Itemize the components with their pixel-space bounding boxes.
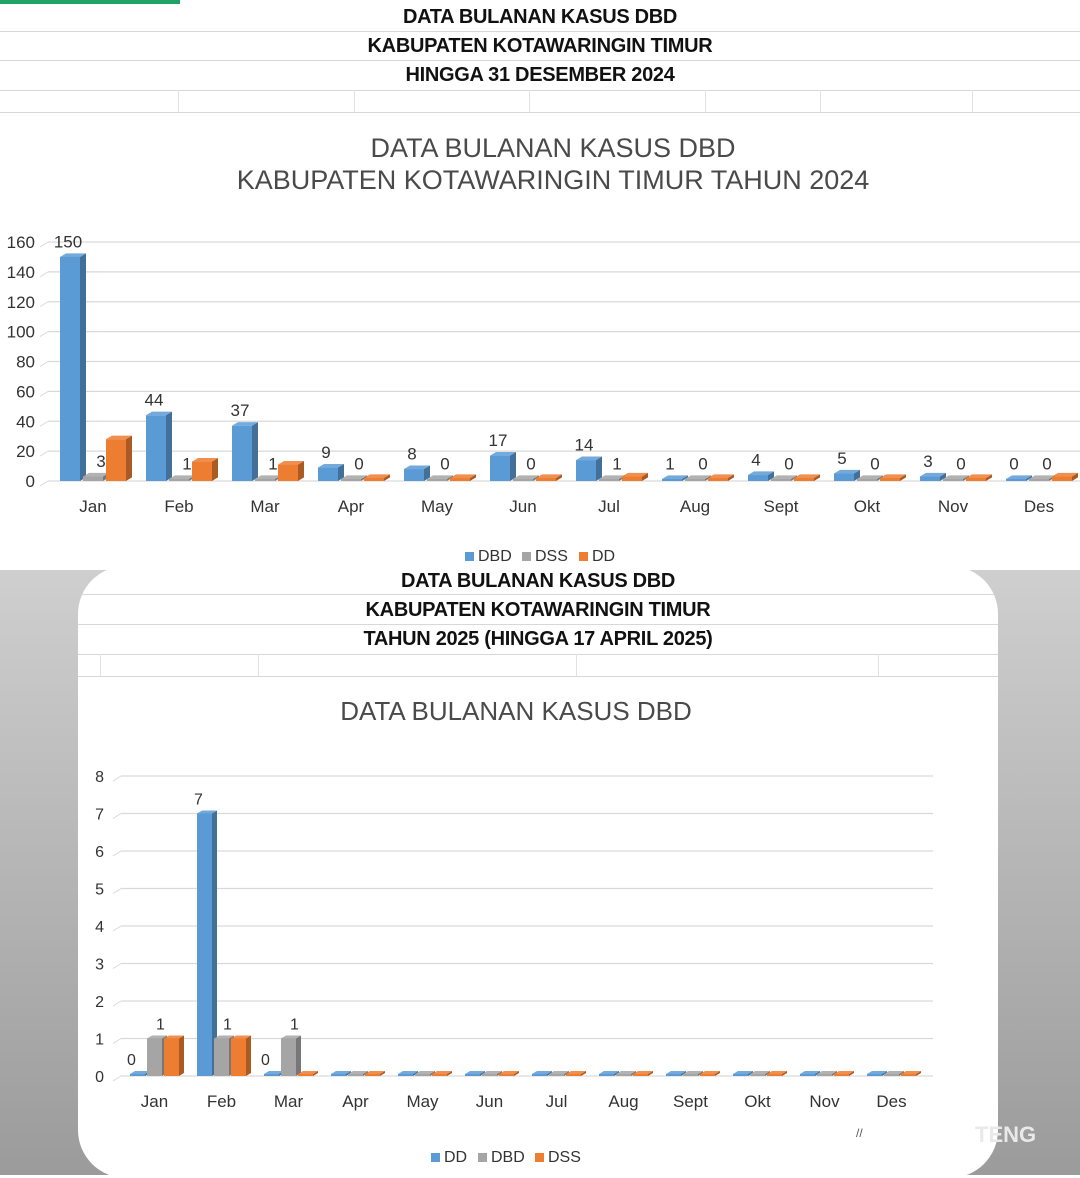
bar-side — [179, 1036, 184, 1077]
data-label: 7 — [194, 791, 203, 809]
bar — [884, 1074, 899, 1076]
x-tick-label: Aug — [679, 497, 711, 516]
y-tick-label: 60 — [16, 382, 35, 402]
bar — [348, 1074, 363, 1076]
data-label: 44 — [144, 390, 164, 410]
legend-label: DD — [592, 548, 616, 565]
chart1-title-line-1: DATA BULANAN KASUS DBD — [370, 133, 736, 163]
x-tick-label: Mar — [273, 1092, 304, 1111]
bar — [465, 1074, 480, 1076]
bar — [750, 1074, 765, 1076]
data-label: 1 — [612, 454, 622, 474]
y-tick-label: 140 — [6, 262, 35, 282]
x-tick-label: Jan — [140, 1092, 169, 1111]
bar — [214, 1039, 229, 1077]
x-tick-label: Okt — [744, 1092, 771, 1111]
bar — [398, 1074, 413, 1076]
x-tick-label: Des — [876, 1092, 907, 1111]
x-tick-label: Jan — [79, 497, 107, 516]
data-label: 1 — [223, 1016, 232, 1034]
y-tick-label: 6 — [95, 844, 104, 861]
y-tick-label: 80 — [16, 352, 35, 372]
x-tick-label: Feb — [164, 497, 194, 516]
bar — [231, 1039, 246, 1077]
bar — [298, 1074, 313, 1076]
data-label: 0 — [1009, 454, 1019, 474]
y-tick-label: 2 — [95, 994, 104, 1011]
data-label: 0 — [870, 454, 880, 474]
top-header-line-2: KABUPATEN KOTAWARINGIN TIMUR — [367, 35, 713, 57]
bottom-header-line-1: DATA BULANAN KASUS DBD — [400, 570, 676, 592]
y-tick-label: 3 — [95, 956, 104, 974]
data-label: 1 — [182, 454, 192, 474]
bar — [733, 1074, 748, 1076]
bar — [834, 1074, 849, 1076]
y-tick-label: 7 — [95, 806, 104, 824]
legend-swatch — [431, 1153, 440, 1162]
data-label: 8 — [407, 444, 417, 464]
y-tick-label: 0 — [95, 1069, 104, 1086]
data-label: 9 — [321, 442, 331, 462]
bar-side — [212, 811, 217, 1077]
bar — [901, 1074, 916, 1076]
y-tick-label: 5 — [95, 881, 104, 899]
data-label: 1 — [156, 1016, 165, 1034]
gridline-depth — [113, 964, 121, 969]
data-label: 0 — [526, 454, 536, 474]
x-tick-label: Apr — [337, 497, 365, 516]
y-tick-label: 20 — [16, 442, 35, 462]
bar — [164, 1039, 179, 1077]
bar — [532, 1074, 547, 1076]
data-label: 0 — [261, 1052, 270, 1069]
x-tick-label: Sept — [763, 497, 799, 516]
gridline-depth — [113, 889, 121, 894]
bar — [599, 1074, 614, 1076]
bar — [616, 1074, 631, 1076]
bar — [482, 1074, 497, 1076]
bar — [633, 1074, 648, 1076]
x-tick-label: Jul — [545, 1092, 568, 1111]
y-tick-label: 160 — [6, 233, 35, 252]
x-tick-label: Nov — [937, 497, 969, 516]
y-tick-label: 100 — [6, 322, 35, 342]
data-label: 0 — [1042, 454, 1052, 474]
data-label: 150 — [53, 232, 83, 252]
legend-label: DSS — [535, 548, 568, 565]
legend-swatch — [478, 1153, 487, 1162]
y-tick-label: 8 — [95, 769, 104, 786]
data-label: 1 — [268, 454, 278, 474]
x-tick-label: Jun — [509, 497, 537, 516]
y-tick-label: 40 — [16, 412, 35, 432]
chart1-title-line-2: KABUPATEN KOTAWARINGIN TIMUR TAHUN 2024 — [236, 165, 870, 195]
y-tick-label: 0 — [25, 472, 35, 491]
x-tick-label: Sept — [673, 1092, 708, 1111]
x-tick-label: Jun — [475, 1092, 504, 1111]
y-tick-label: 1 — [95, 1031, 104, 1049]
legend-label: DBD — [478, 548, 512, 565]
bar — [566, 1074, 581, 1076]
legend-swatch — [535, 1153, 544, 1162]
gridline-depth — [113, 851, 121, 856]
x-tick-label: Apr — [342, 1092, 369, 1111]
data-label: 37 — [230, 401, 250, 421]
bar — [432, 1074, 447, 1076]
bar — [549, 1074, 564, 1076]
gridline-depth — [113, 1076, 121, 1081]
watermark-text: TENG — [975, 1122, 1037, 1147]
data-label: 0 — [698, 454, 708, 474]
bar — [683, 1074, 698, 1076]
data-label: 4 — [751, 450, 761, 470]
x-tick-label: Feb — [206, 1092, 237, 1111]
data-label: 0 — [127, 1052, 136, 1069]
bottom-header-line-3: TAHUN 2025 (HINGGA 17 APRIL 2025) — [363, 628, 713, 650]
data-label: 1 — [290, 1016, 299, 1034]
data-label: 14 — [574, 435, 594, 455]
data-label: 1 — [665, 454, 675, 474]
data-label: 3 — [96, 451, 106, 471]
data-label: 3 — [923, 451, 933, 471]
chart2-title: DATA BULANAN KASUS DBD — [340, 696, 692, 726]
data-label: 0 — [354, 454, 364, 474]
bar — [331, 1074, 346, 1076]
data-label: 5 — [837, 448, 847, 468]
gridline-depth — [113, 814, 121, 819]
gridline-depth — [113, 776, 121, 781]
bottom-header-line-2: KABUPATEN KOTAWARINGIN TIMUR — [365, 599, 711, 621]
bar — [197, 814, 212, 1077]
legend-label: DBD — [491, 1149, 525, 1166]
data-label: 0 — [440, 454, 450, 474]
top-header-line-3: HINGGA 31 DESEMBER 2024 — [405, 64, 675, 86]
bar-side — [296, 1036, 301, 1077]
gridline-depth — [113, 1039, 121, 1044]
bar — [666, 1074, 681, 1076]
x-tick-label: May — [406, 1092, 439, 1111]
bar — [700, 1074, 715, 1076]
gridline-depth — [113, 1001, 121, 1006]
x-tick-label: Nov — [809, 1092, 840, 1111]
y-tick-label: 4 — [95, 919, 104, 936]
bar — [365, 1074, 380, 1076]
gridline-depth — [113, 926, 121, 931]
bar — [867, 1074, 882, 1076]
bar — [817, 1074, 832, 1076]
x-tick-label: Okt — [853, 497, 881, 516]
legend-label: DD — [444, 1149, 468, 1166]
top-header-line-1: DATA BULANAN KASUS DBD — [402, 6, 678, 28]
bar — [800, 1074, 815, 1076]
bar — [499, 1074, 514, 1076]
data-label: 0 — [784, 454, 794, 474]
bar-side — [246, 1036, 251, 1077]
bar — [415, 1074, 430, 1076]
x-tick-label: May — [420, 497, 454, 516]
handwritten-mark: // — [856, 1126, 863, 1140]
data-label: 17 — [488, 431, 508, 451]
bar — [264, 1074, 279, 1076]
bar — [281, 1039, 296, 1077]
bar — [147, 1039, 162, 1077]
bar — [767, 1074, 782, 1076]
bar — [130, 1074, 145, 1076]
x-tick-label: Aug — [608, 1092, 639, 1111]
x-tick-label: Mar — [250, 497, 280, 516]
data-label: 0 — [956, 454, 966, 474]
x-tick-label: Jul — [598, 497, 620, 516]
x-tick-label: Des — [1023, 497, 1055, 516]
y-tick-label: 120 — [6, 292, 35, 312]
legend-label: DSS — [548, 1149, 581, 1166]
